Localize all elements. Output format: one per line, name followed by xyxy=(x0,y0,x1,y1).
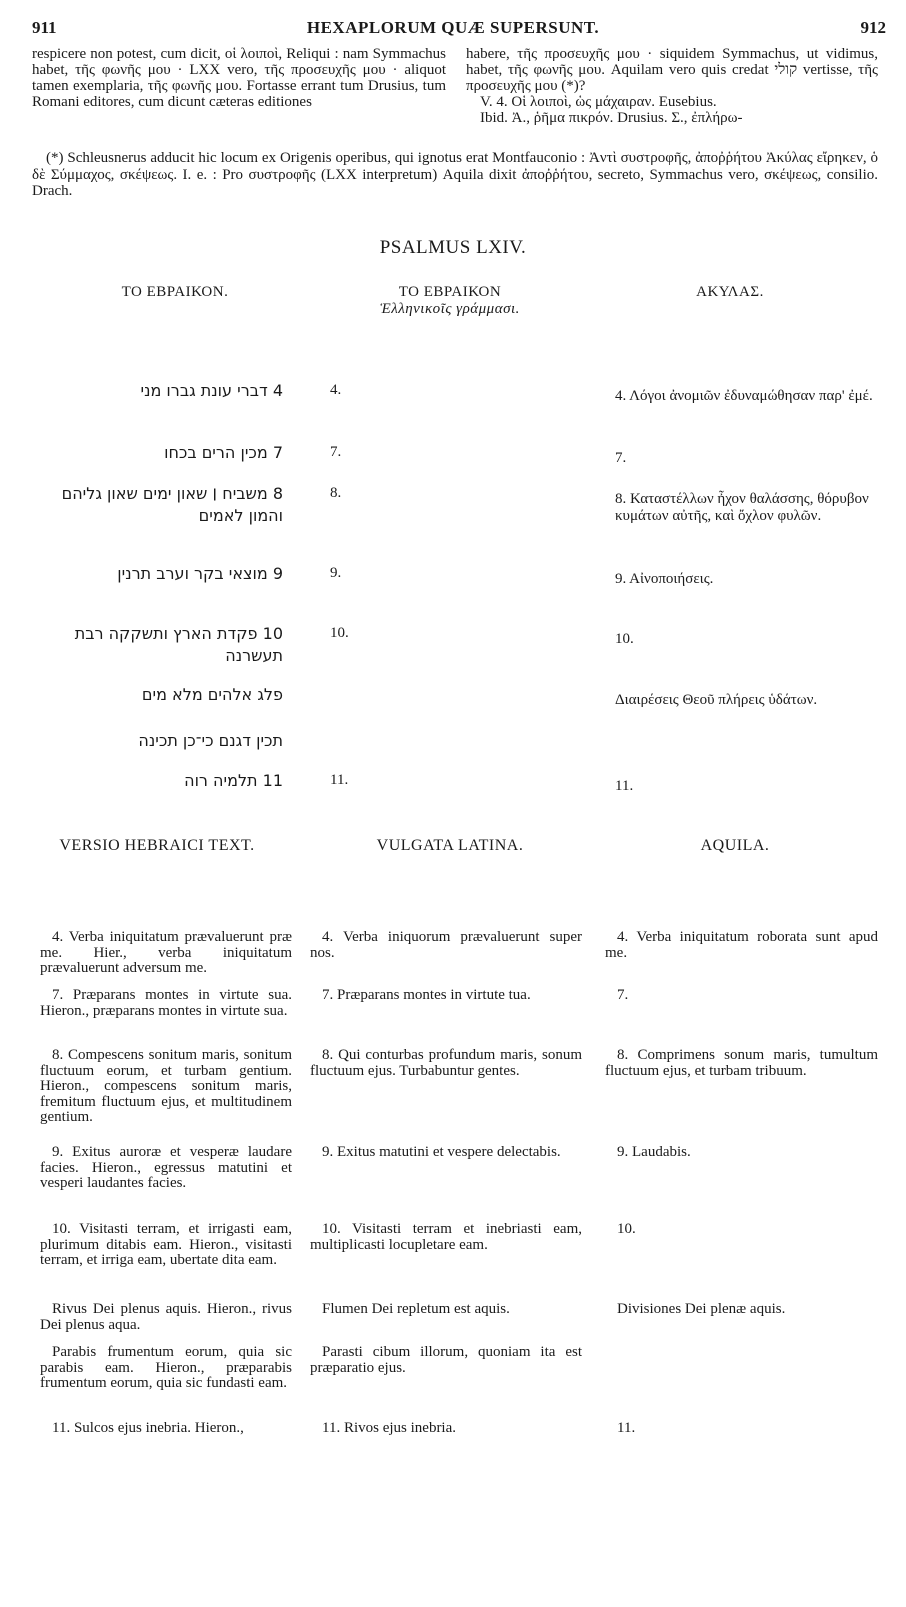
column-header-hebrew: ΤΟ ΕΒΡΑΙΚΟΝ. xyxy=(121,284,229,300)
aquila-latin-verse: 10. xyxy=(617,1221,636,1237)
vulgata-verse: 7. Præparans montes in virtute tua. xyxy=(322,987,531,1003)
aquila-greek-verse: 8. Καταστέλλων ἦχον θαλάσσης, θόρυβον κυμάτων αὐτῆς, καὶ ὄχλον φυλῶν. xyxy=(615,491,869,524)
top-text-right-para: habere, τῆς προσευχῆς μου · siquidem Symmachus, ut vidimus, habet, τῆς φωνῆς μου. Aquilam vero quis credat קולי vertisse, τῆς προσευχῆς μου (*)? xyxy=(466,46,878,94)
aquila-latin-verse: 8. Comprimens sonum maris, tumultum fluctuum ejus, et turbam tribuum. xyxy=(605,1047,878,1079)
aquila-greek-verse: 7. xyxy=(615,450,627,466)
versio-hebraica-verse: 7. Præparans montes in virtute sua. Hieron., præparans montes in virtute sua. xyxy=(40,987,292,1019)
versio-hebraica-verse: 8. Compescens sonitum maris, sonitum fluctuum eorum, et turbam gentium. Hieron., compescens sonitum maris, fremitum fluctuum ejus, et multitudinem gentium. xyxy=(40,1047,292,1125)
aquila-latin-verse: 9. Laudabis. xyxy=(617,1144,691,1160)
aquila-greek-verse: 11. xyxy=(615,778,634,794)
hebrew-verse-text: 8 משביח ׀ שאון ימים שאון גליהם והמון לאמים xyxy=(61,484,283,525)
column-header-aquila-greek: ΑΚΥΛΑΣ. xyxy=(696,284,764,300)
transliteration-verse-number: 8. xyxy=(330,485,342,501)
versio-hebraica-verse: 10. Visitasti terram, et irrigasti eam, plurimum ditabis eam. Hieron., visitasti terram, et irriga eam, ubertate dita eam. xyxy=(40,1221,292,1268)
column-header-hebrew-greek-letters xyxy=(320,284,580,318)
versio-hebraica-verse: 9. Exitus auroræ et vesperæ laudare facies. Hieron., egressus matutini et vesperi laudantes facies. xyxy=(40,1144,292,1191)
aquila-latin-verse: 11. xyxy=(617,1420,636,1436)
versio-hebraica-verse: 4. Verba iniquitatum prævaluerunt præ me. Hier., verba iniquitatum prævaluerunt adversum me. xyxy=(40,929,292,976)
transliteration-verse-number: 11. xyxy=(330,772,349,788)
running-title: HEXAPLORUM QUÆ SUPERSUNT. xyxy=(306,18,600,37)
aquila-greek-verse: 10. xyxy=(615,631,634,647)
versio-hebraica-verse: Rivus Dei plenus aquis. Hieron., rivus Dei plenus aqua. xyxy=(40,1301,292,1333)
column-header-vulgata: VULGATA LATINA. xyxy=(376,837,524,854)
aquila-greek-verse: 9. Αἰνοποιήσεις. xyxy=(615,571,714,587)
page-number-left: 911 xyxy=(32,18,57,37)
aquila-latin-verse: 4. Verba iniquitatum roborata sunt apud me. xyxy=(605,929,878,961)
top-text-right-v4: V. 4. Οἱ λοιποὶ, ὡς μάχαιραν. Eusebius. xyxy=(480,94,717,110)
aquila-greek-verse: Διαιρέσεις Θεοῦ πλήρεις ὑδάτων. xyxy=(615,692,818,708)
hebrew-verse-text: 7 מכין הרים בכחו xyxy=(164,443,283,462)
hebrew-verse-text: 11 תלמיה רוה xyxy=(184,771,283,790)
hebrew-verse-text: 9 מוצאי בקר וערב תרנין xyxy=(117,564,283,583)
psalm-title: PSALMUS LXIV. xyxy=(379,237,527,258)
aquila-latin-verse: Divisiones Dei plenæ aquis. xyxy=(617,1301,786,1317)
top-text-right-ibid: Ibid. Ἀ., ῥῆμα πικρόν. Drusius. Σ., ἐπλήρω- xyxy=(480,110,743,126)
transliteration-verse-number: 7. xyxy=(330,444,342,460)
vulgata-verse: 10. Visitasti terram et inebriasti eam, multiplicasti locupletare eam. xyxy=(310,1221,582,1253)
hebrew-verse-text: 4 דברי עונת גברו מני xyxy=(140,381,283,400)
column-header-subtitle: Ἑλληνικοῖς γράμμασι. xyxy=(380,301,520,317)
hebrew-verse-text: 10 פקדת הארץ ותשקקה רבת תעשרנה xyxy=(74,624,283,665)
column-header-aquila: AQUILA. xyxy=(700,837,770,854)
vulgata-verse: 8. Qui conturbas profundum maris, sonum fluctuum ejus. Turbabuntur gentes. xyxy=(310,1047,582,1079)
column-header-title: ΤΟ ΕΒΡΑΙΚΟΝ xyxy=(398,284,502,300)
versio-hebraica-verse: Parabis frumentum eorum, quia sic parabis eam. Hieron., præparabis frumentum eorum, quia sic fundasti eam. xyxy=(40,1344,292,1391)
top-text-right xyxy=(466,46,878,126)
hebrew-verse-text: תכין דגנם כי־כן תכינה xyxy=(138,731,283,750)
transliteration-verse-number: 10. xyxy=(330,625,349,641)
vulgata-verse: Flumen Dei repletum est aquis. xyxy=(322,1301,510,1317)
footnote: (*) Schleusnerus adducit hic locum ex Origenis operibus, qui ignotus erat Montfauconio : Ἀντὶ συστροφῆς, ἀποῤῥήτου Ἀκύλας εἴρηκεν, ὁ δὲ Σύμμαχος, σκέψεως. I. e. : Pro συστροφῆς (LXX interpretum) Aquila dixit ἀποῤῥήτου, secreto, Symmachus vero, σκέψεως, consilio. Drach. xyxy=(32,150,878,199)
vulgata-verse: 4. Verba iniquorum prævaluerunt super nos. xyxy=(310,929,582,961)
versio-hebraica-verse: 11. Sulcos ejus inebria. Hieron., xyxy=(52,1420,244,1436)
aquila-greek-verse: 4. Λόγοι ἀνομιῶν ἐδυναμώθησαν παρ' ἐμέ. xyxy=(615,388,873,404)
top-text-left: respicere non potest, cum dicit, οἱ λοιποὶ, Reliqui : nam Symmachus habet, τῆς φωνῆς μου · LXX vero, τῆς προσευχῆς μου · aliquot tamen exemplaria, τῆς φωνῆς μου. Fortasse errant tum Drusius, tum Romani editores, cum dicunt cæteras editiones xyxy=(32,46,446,110)
transliteration-verse-number: 9. xyxy=(330,565,342,581)
page-number-right: 912 xyxy=(860,18,886,37)
transliteration-verse-number: 4. xyxy=(330,382,342,398)
vulgata-verse: 9. Exitus matutini et vespere delectabis. xyxy=(322,1144,561,1160)
column-header-versio: VERSIO HEBRAICI TEXT. xyxy=(59,837,255,854)
hebrew-verse-text: פלג אלהים מלא מים xyxy=(141,685,283,704)
vulgata-verse: 11. Rivos ejus inebria. xyxy=(322,1420,457,1436)
vulgata-verse: Parasti cibum illorum, quoniam ita est præparatio ejus. xyxy=(310,1344,582,1376)
aquila-latin-verse: 7. xyxy=(617,987,629,1003)
